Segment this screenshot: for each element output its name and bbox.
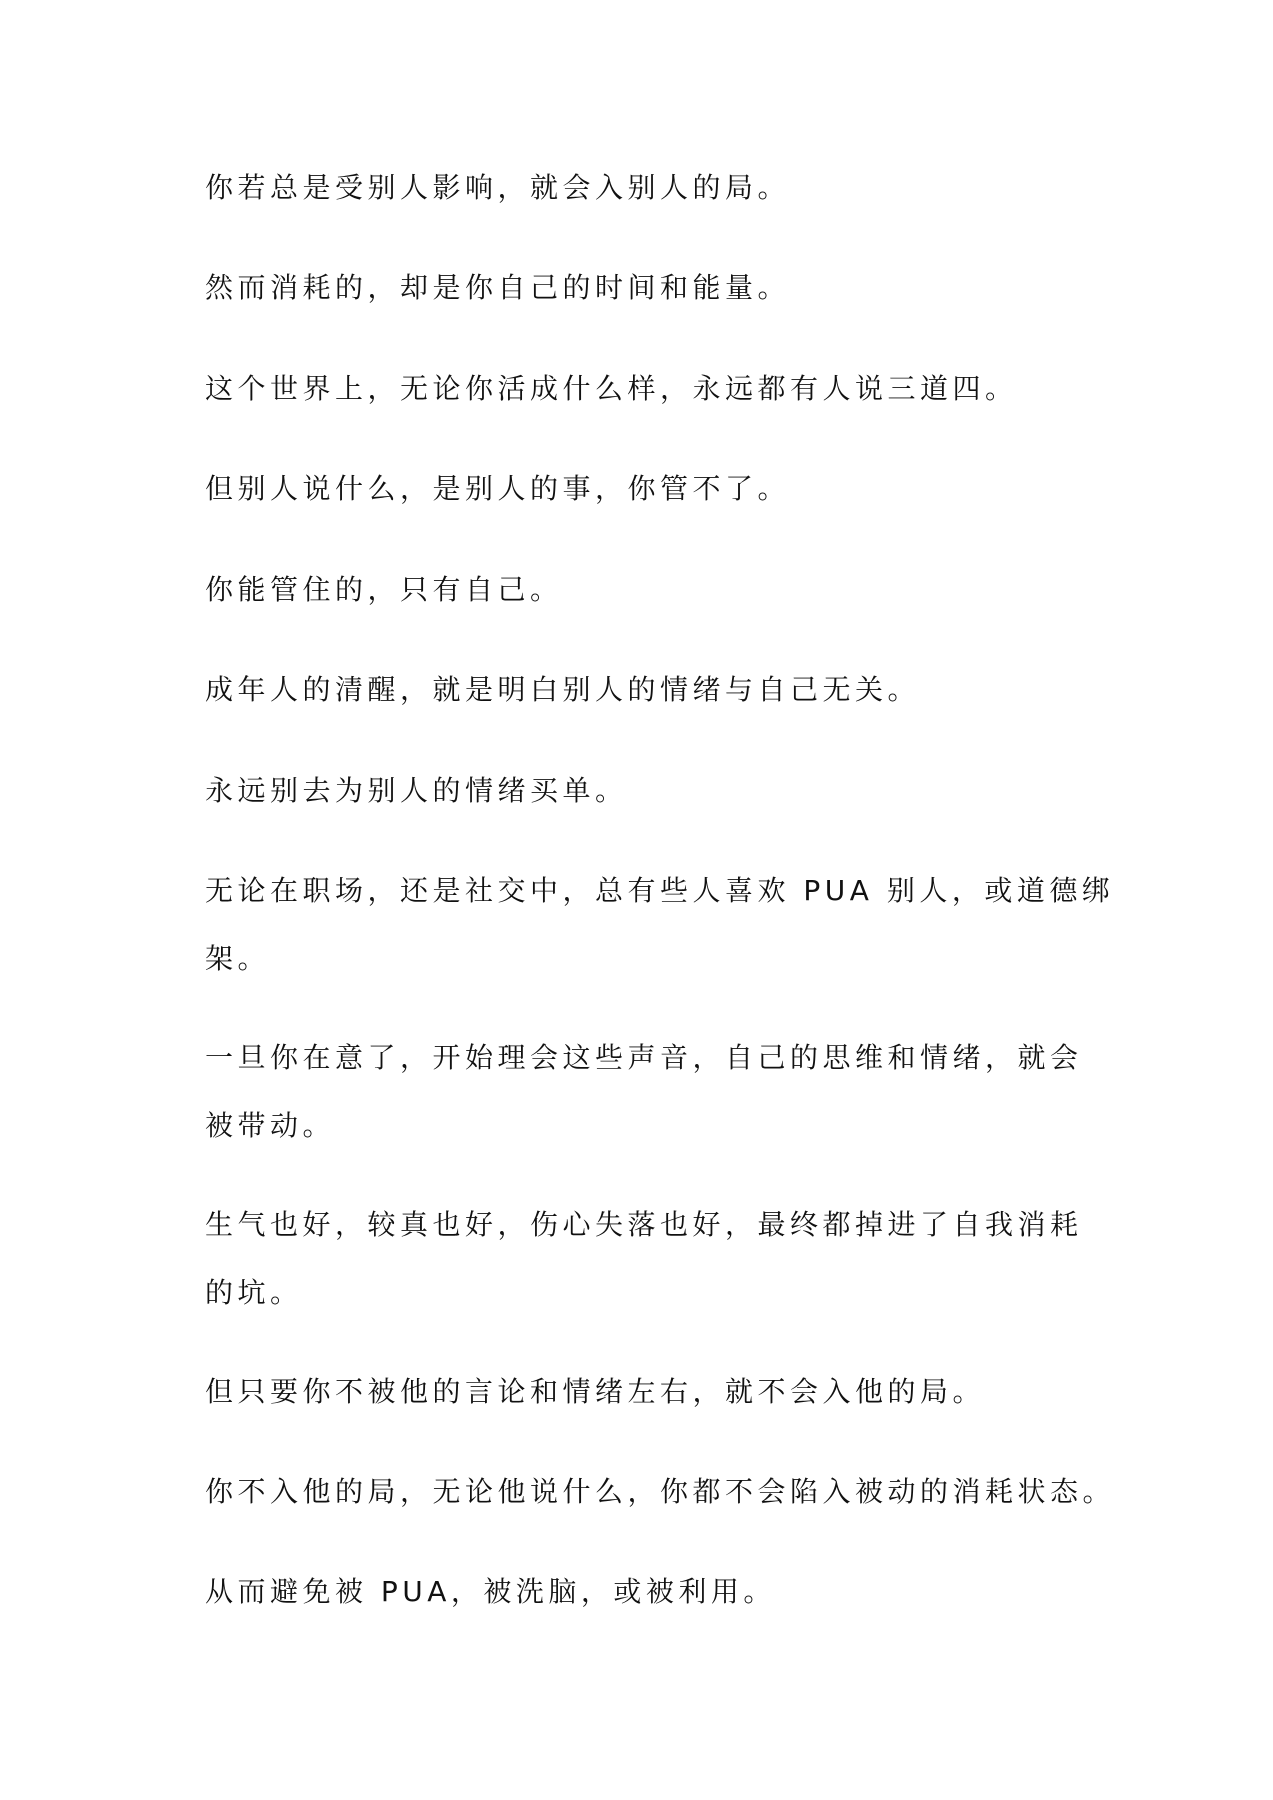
text-line-5: 你能管住的，只有自己。 bbox=[205, 573, 563, 606]
text-line-1: 你若总是受别人影响，就会入别人的局。 bbox=[205, 171, 791, 204]
text-line-16: 从而避免被 PUA，被洗脑，或被利用。 bbox=[205, 1575, 776, 1608]
text-line-4: 但别人说什么，是别人的事，你管不了。 bbox=[205, 472, 791, 505]
text-line-13: 的坑。 bbox=[205, 1276, 303, 1309]
text-line-6: 成年人的清醒，就是明白别人的情绪与自己无关。 bbox=[205, 673, 921, 706]
text-line-8: 无论在职场，还是社交中，总有些人喜欢 PUA 别人，或道德绑 bbox=[205, 874, 1115, 907]
text-line-12: 生气也好，较真也好，伤心失落也好，最终都掉进了自我消耗 bbox=[205, 1208, 1083, 1241]
text-line-2: 然而消耗的，却是你自己的时间和能量。 bbox=[205, 271, 791, 304]
text-line-7: 永远别去为别人的情绪买单。 bbox=[205, 774, 628, 807]
text-line-9: 架。 bbox=[205, 942, 271, 975]
text-line-14: 但只要你不被他的言论和情绪左右，就不会入他的局。 bbox=[205, 1375, 986, 1408]
text-line-15: 你不入他的局，无论他说什么，你都不会陷入被动的消耗状态。 bbox=[205, 1475, 1116, 1508]
text-line-3: 这个世界上，无论你活成什么样，永远都有人说三道四。 bbox=[205, 372, 1018, 405]
text-line-11: 被带动。 bbox=[205, 1109, 336, 1142]
text-line-10: 一旦你在意了，开始理会这些声音，自己的思维和情绪，就会 bbox=[205, 1041, 1083, 1074]
